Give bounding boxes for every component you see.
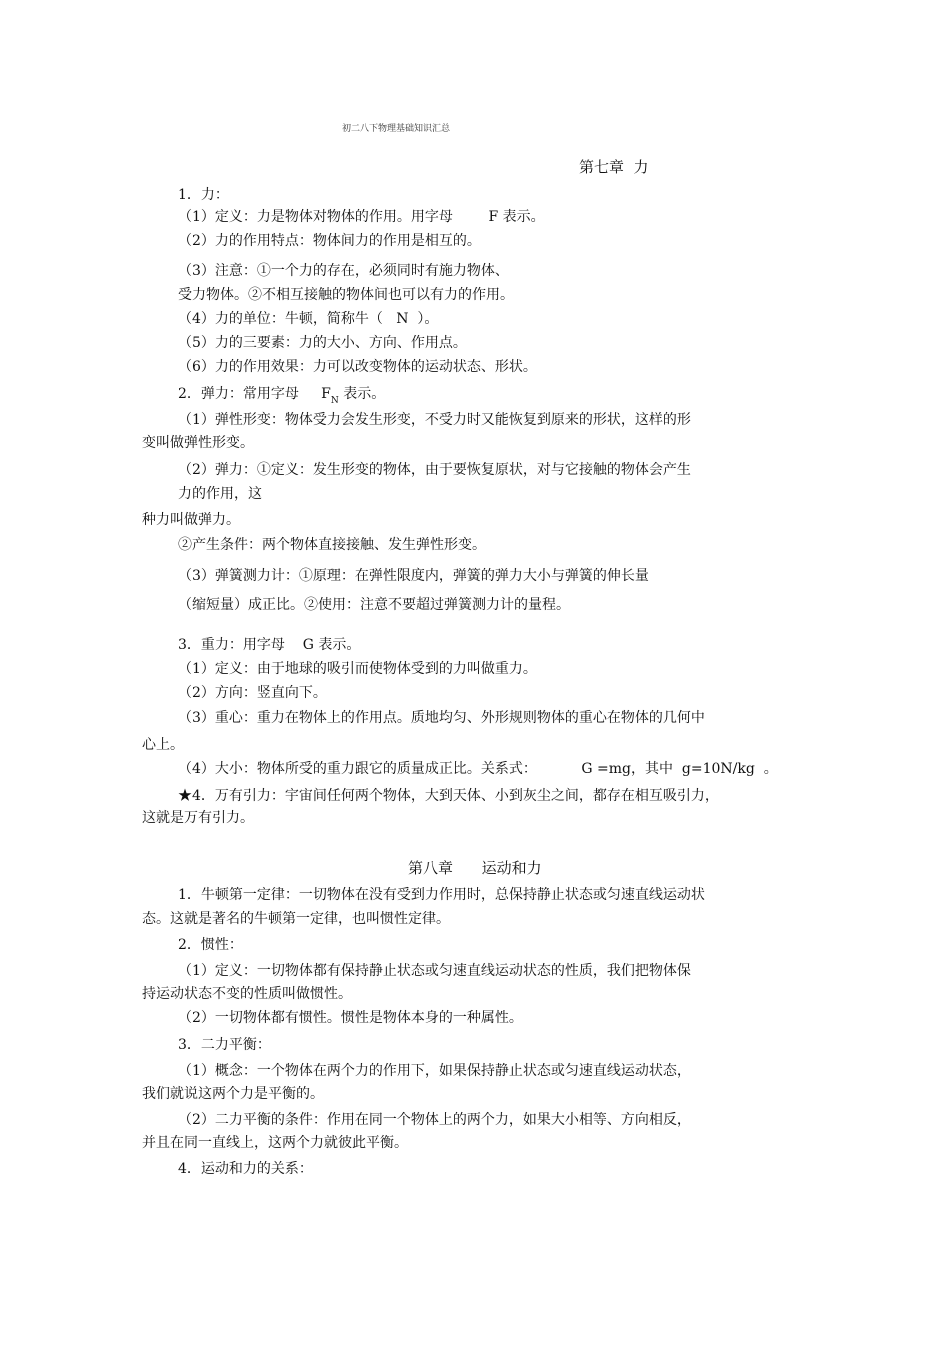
- spring-scale-line-2: （缩短量）成正比。②使用：注意不要超过弹簧测力计的量程。: [178, 597, 570, 613]
- force-note-line-1: （3）注意：①一个力的存在，必须同时有施力物体、: [178, 263, 509, 279]
- document-title: 初二八下物理基础知识汇总: [342, 124, 451, 134]
- elastic-heading-suffix: 表示。: [338, 386, 386, 402]
- elastic-deformation-line-2: 变叫做弹性形变。: [142, 435, 254, 451]
- inertia-heading: 2．惯性：: [178, 937, 243, 953]
- balance-concept-line-1: （1）概念：一个物体在两个力的作用下，如果保持静止状态或匀速直线运动状态，: [178, 1063, 691, 1079]
- newton-first-law-line-2: 态。这就是著名的牛顿第一定律，也叫惯性定律。: [142, 911, 450, 927]
- gravity-center-line-1: （3）重心：重力在物体上的作用点。质地均匀、外形规则物体的重心在物体的几何中: [178, 710, 705, 726]
- elastic-force-definition-line-1: （2）弹力：①定义：发生形变的物体，由于要恢复原状，对与它接触的物体会产生: [178, 462, 691, 478]
- elastic-force-condition: ②产生条件：两个物体直接接触、发生弹性形变。: [178, 537, 486, 553]
- force-heading: 1．力：: [178, 187, 229, 203]
- force-unit: （4）力的单位：牛顿，简称牛（ N ）。: [178, 311, 439, 327]
- universal-gravitation-line-2: 这就是万有引力。: [142, 810, 254, 826]
- elastic-force-definition-line-3: 种力叫做弹力。: [142, 512, 240, 528]
- elastic-heading-subscript: N: [330, 396, 339, 406]
- chapter-7-title: 第七章 力: [579, 158, 649, 176]
- spring-scale-line-1: （3）弹簧测力计：①原理：在弹性限度内，弹簧的弹力大小与弹簧的伸长量: [178, 568, 649, 584]
- force-three-elements: （5）力的三要素：力的大小、方向、作用点。: [178, 335, 467, 351]
- balance-condition-line-1: （2）二力平衡的条件：作用在同一个物体上的两个力，如果大小相等、方向相反，: [178, 1112, 691, 1128]
- force-note-line-2: 受力物体。②不相互接触的物体间也可以有力的作用。: [178, 287, 514, 303]
- gravity-direction: （2）方向：竖直向下。: [178, 685, 327, 701]
- universal-gravitation-line-1: ★4．万有引力：宇宙间任何两个物体，大到天体、小到灰尘之间，都存在相互吸引力，: [178, 788, 719, 804]
- gravity-definition: （1）定义：由于地球的吸引而使物体受到的力叫做重力。: [178, 661, 537, 677]
- force-characteristic: （2）力的作用特点：物体间力的作用是相互的。: [178, 233, 481, 249]
- elastic-heading-text: 2．弹力：常用字母 F: [178, 386, 331, 402]
- balance-condition-line-2: 并且在同一直线上，这两个力就彼此平衡。: [142, 1135, 408, 1151]
- inertia-property: （2）一切物体都有惯性。惯性是物体本身的一种属性。: [178, 1010, 523, 1026]
- chapter-8-title: 第八章 运动和力: [408, 859, 542, 877]
- elastic-deformation-line-1: （1）弹性形变：物体受力会发生形变，不受力时又能恢复到原来的形状，这样的形: [178, 412, 691, 428]
- gravity-magnitude: （4）大小：物体所受的重力跟它的质量成正比。关系式： G =mg，其中 g=10N/kg 。: [178, 761, 778, 777]
- newton-first-law-line-1: 1．牛顿第一定律：一切物体在没有受到力作用时，总保持静止状态或匀速直线运动状: [178, 887, 705, 903]
- elastic-force-definition-line-2: 力的作用，这: [178, 486, 262, 502]
- balance-heading: 3．二力平衡：: [178, 1037, 271, 1053]
- inertia-definition-line-2: 持运动状态不变的性质叫做惯性。: [142, 986, 352, 1002]
- motion-force-heading: 4．运动和力的关系：: [178, 1161, 313, 1177]
- balance-concept-line-2: 我们就说这两个力是平衡的。: [142, 1086, 324, 1102]
- elastic-force-heading: [178, 385, 385, 405]
- inertia-definition-line-1: （1）定义：一切物体都有保持静止状态或匀速直线运动状态的性质，我们把物体保: [178, 963, 691, 979]
- force-definition: （1）定义：力是物体对物体的作用。用字母 F 表示。: [178, 209, 545, 225]
- force-effect: （6）力的作用效果：力可以改变物体的运动状态、形状。: [178, 359, 537, 375]
- gravity-heading: 3．重力：用字母 G 表示。: [178, 637, 361, 653]
- gravity-center-line-2: 心上。: [142, 737, 184, 753]
